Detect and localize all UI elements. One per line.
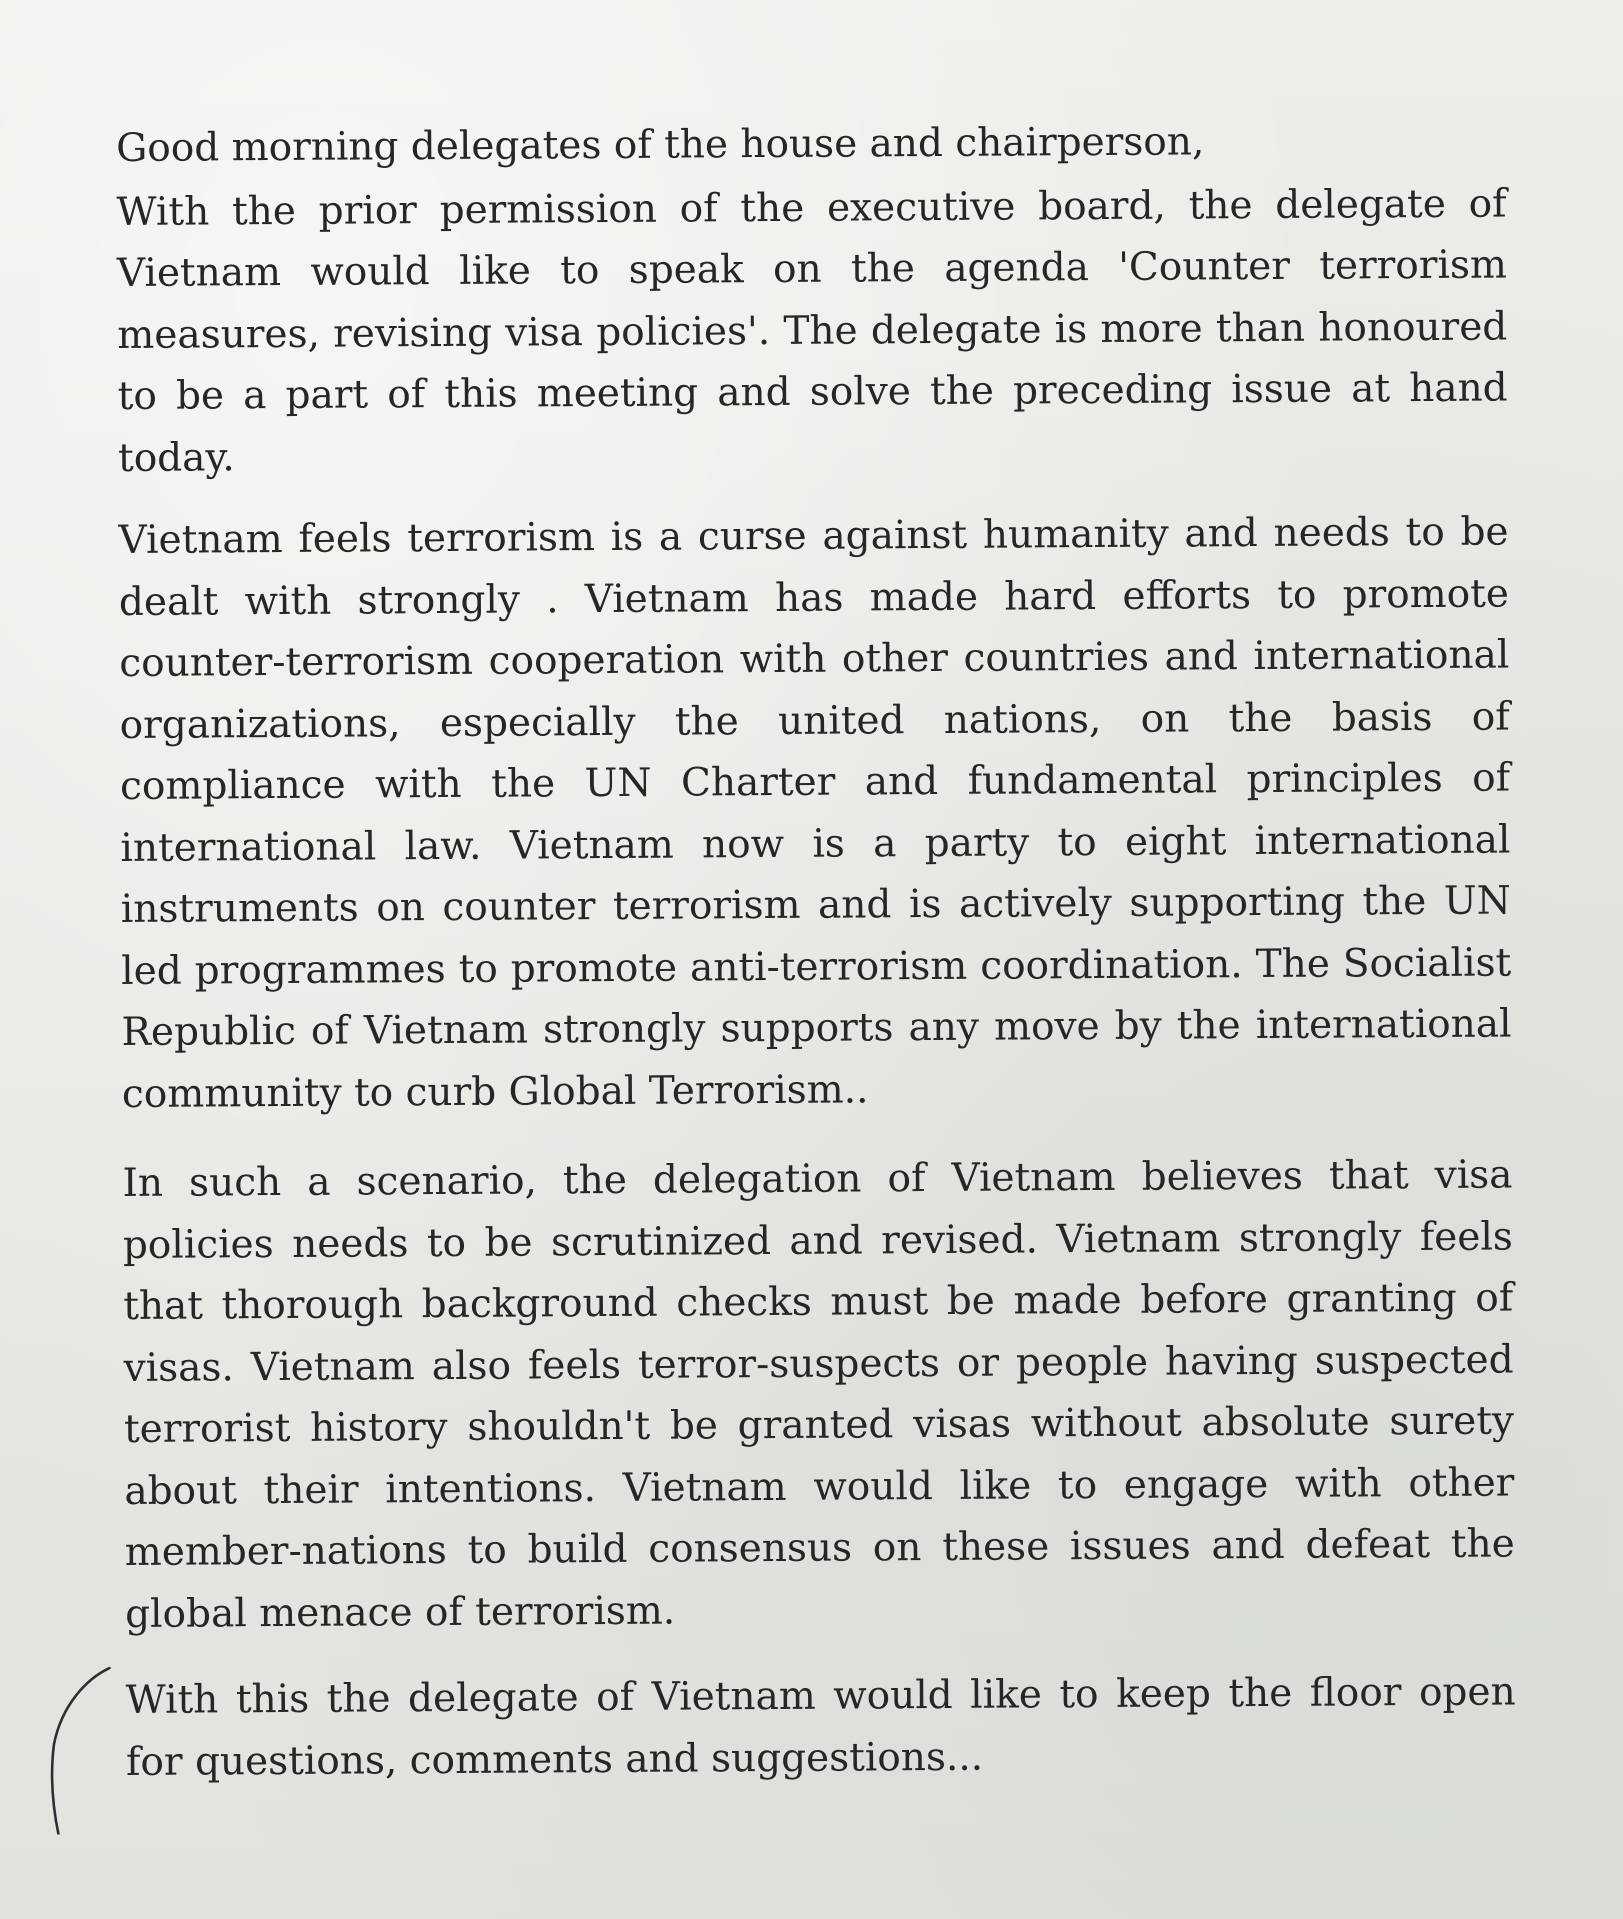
intro-paragraph: With the prior permission of the executive board, the delegate of Vietnam would like to speak on the agenda 'Counter terrorism measures, revising visa policies'. The delegate is more than honoured to be a part of this meeting and solve the preceding issue at hand today. <box>116 181 1508 481</box>
greeting-line: Good morning delegates of the house and chairperson, <box>116 119 1205 171</box>
closing-section <box>125 1661 1516 1792</box>
position-paragraph: Vietnam feels terrorism is a curse against humanity and needs to be dealt with strongly . Vietnam has made hard efforts to promote counter-terrorism cooperation with other countries and international organizations, especially the united nations, on the basis of compliance with the UN Charter and fundamental principles of international law. Vietnam now is a party to eight international instruments on counter terrorism and is actively supporting the UN led programmes to promote anti-terrorism coordination. The Socialist Republic of Vietnam strongly supports any move by the international community to curb Global Terrorism.. <box>118 509 1512 1117</box>
closing-paragraph: With this the delegate of Vietnam would like to keep the floor open for questions, comments and suggestions... <box>125 1669 1516 1785</box>
visa-policy-paragraph: In such a scenario, the delegation of Vietnam believes that visa policies needs to be scrutinized and revised. Vietnam strongly feels that thorough background checks must be made before granting of visas. Vietnam also feels terror-suspects or people having suspected terrorist history shouldn't be granted visas without absolute surety about their intentions. Vietnam would like to engage with other member-nations to build consensus on these issues and defeat the global menace of terrorism. <box>122 1152 1515 1637</box>
pen-bracket-mark <box>47 1664 128 1834</box>
speech-text <box>116 110 1516 1793</box>
